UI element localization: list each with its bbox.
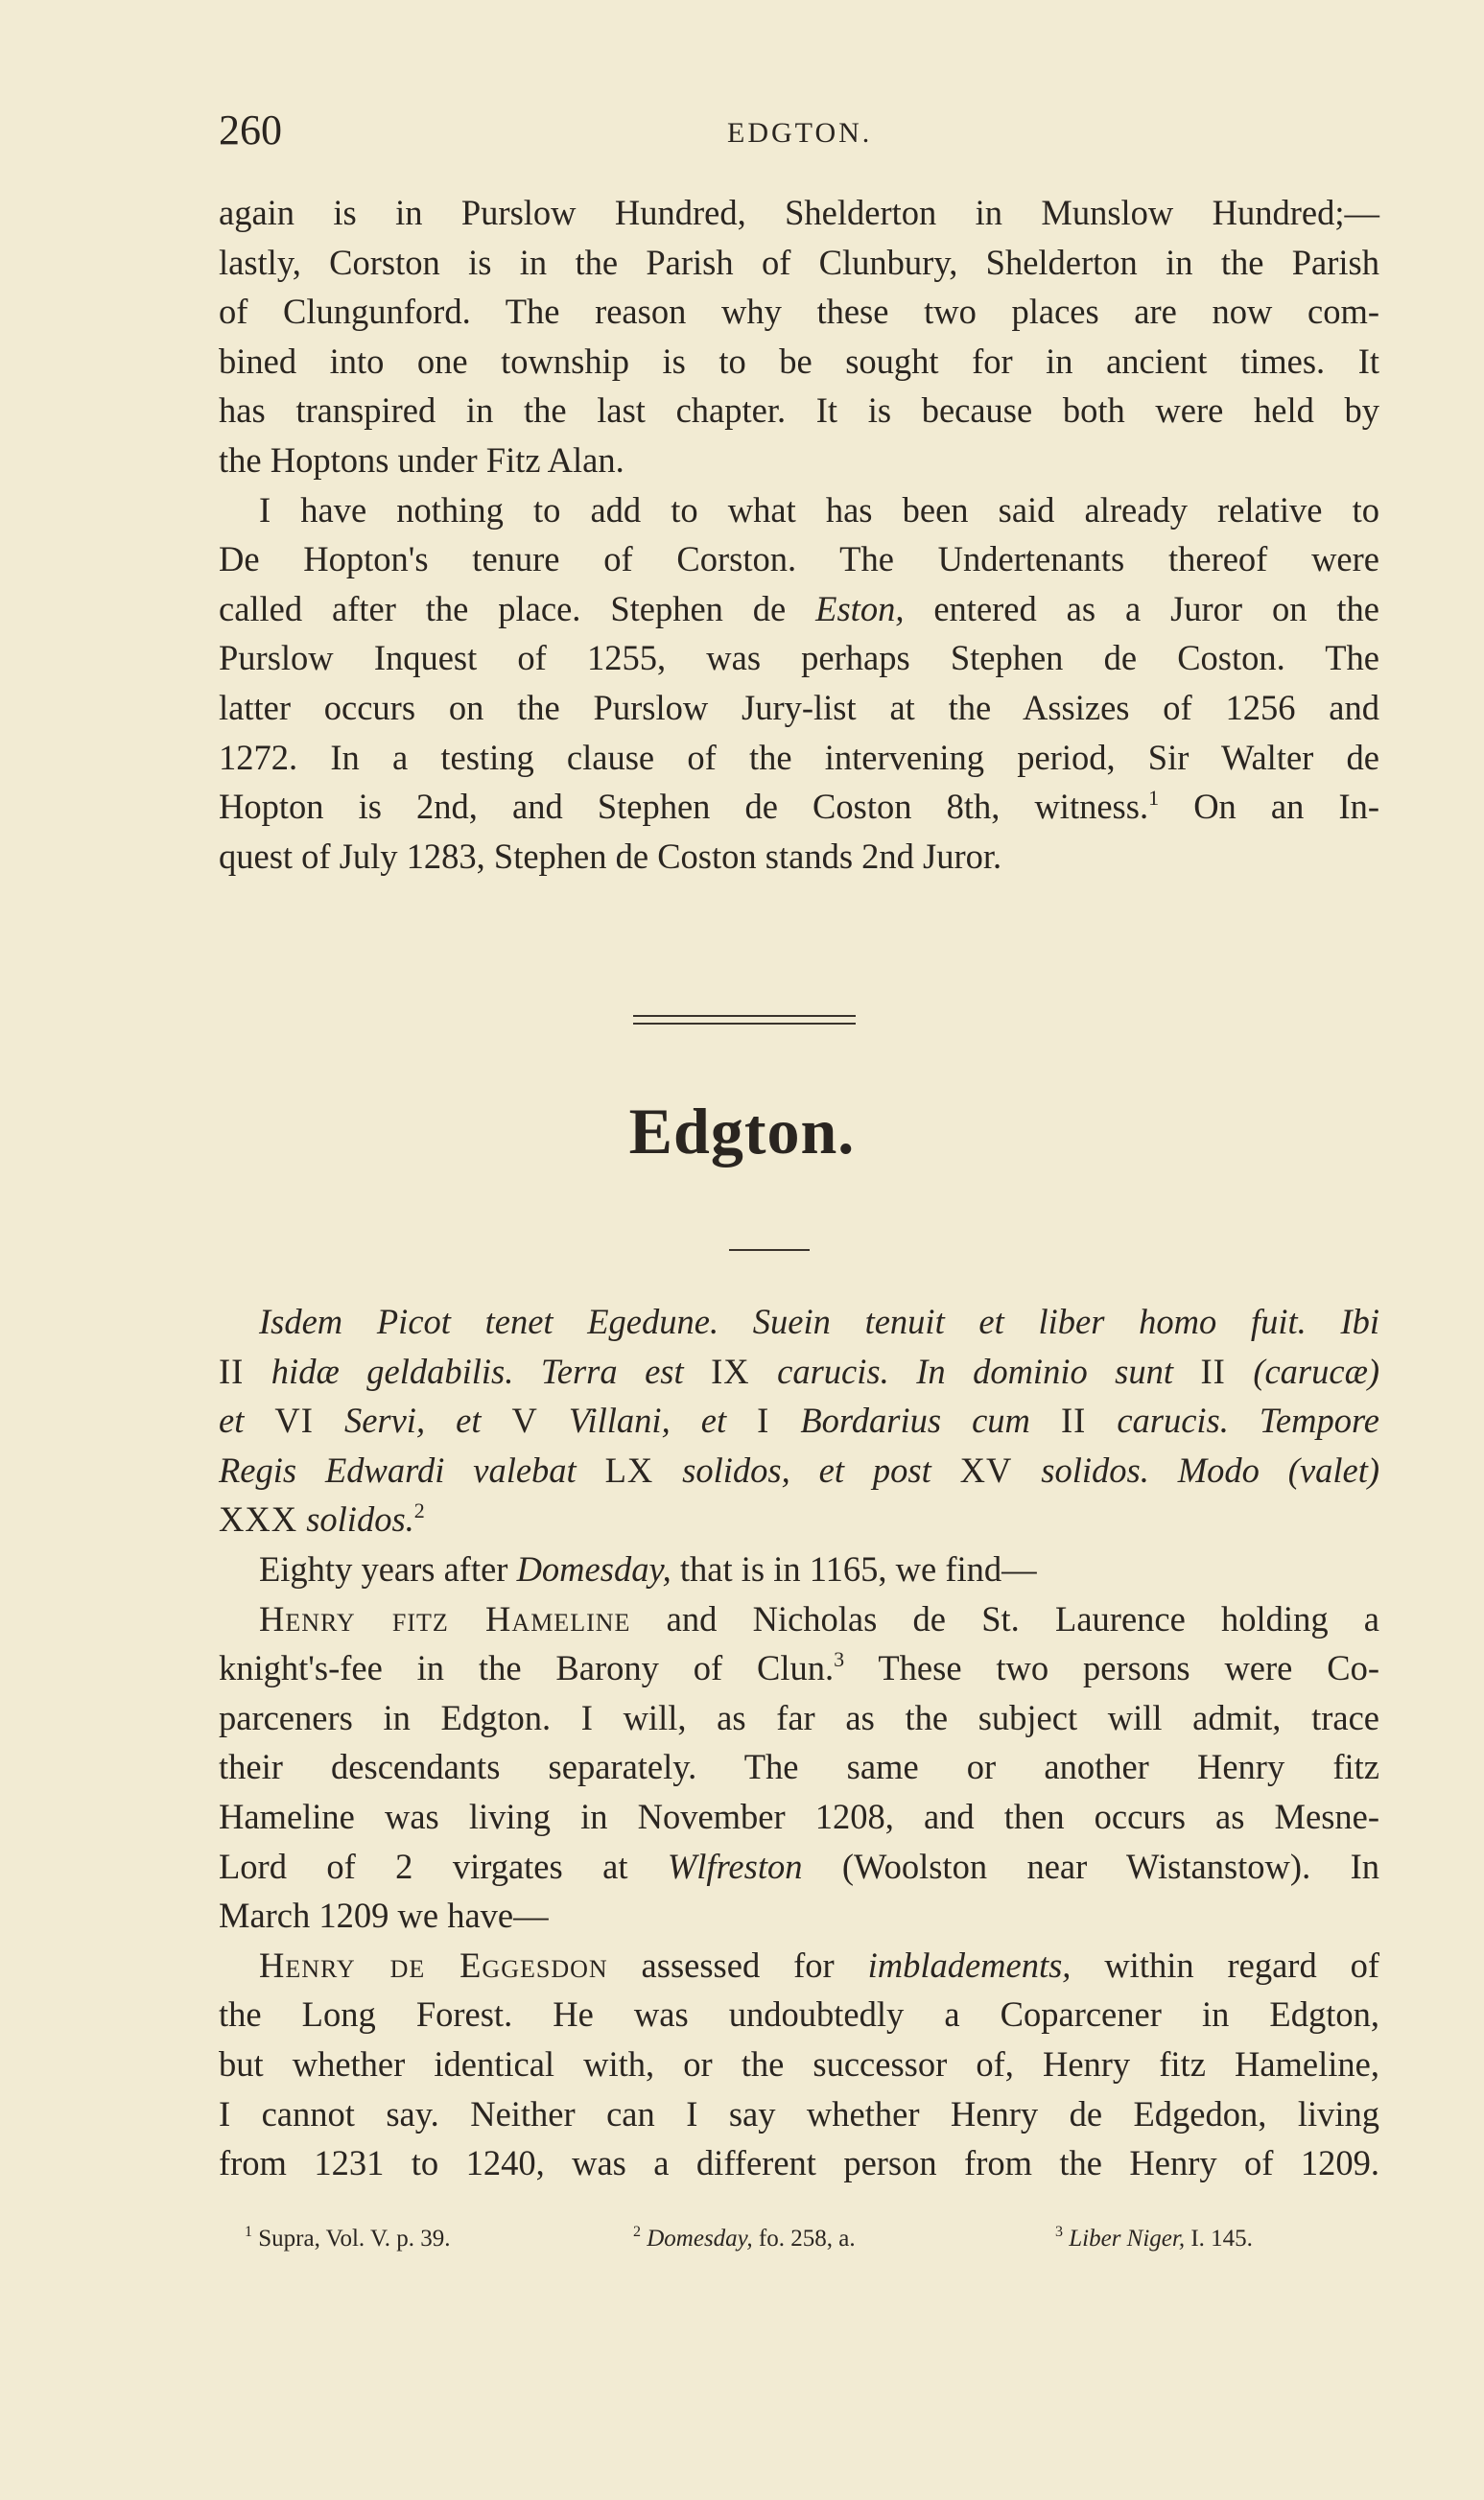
edgton-section: [219, 1297, 1379, 2188]
domesday-line: Regis Edwardi valebat LX solidos, et post XV solidos. Modo (valet): [219, 1450, 1380, 1490]
text-line: latter occurs on the Purslow Jury-list at the Assizes of 1256 and: [219, 687, 1379, 727]
section-title: Edgton.: [628, 1095, 856, 1167]
page-header: [219, 106, 1370, 163]
corston-paragraphs: [219, 188, 1379, 881]
text-line: Henry fitz Hameline and Nicholas de St. Laurence holding a: [259, 1598, 1380, 1639]
domesday-line: II hidæ geldabilis. Terra est IX carucis. In dominio sunt II (carucæ): [219, 1351, 1380, 1391]
title-rule: [729, 1249, 810, 1251]
text-line: has transpired in the last chapter. It is because both were held by: [219, 390, 1379, 431]
text-line: Eighty years after Domesday, that is in 1165, we find—: [259, 1548, 1037, 1589]
footnote-ref: 1: [1148, 786, 1160, 811]
text-line: called after the place. Stephen de Eston, entered as a Juror on the: [219, 588, 1379, 628]
running-head: EDGTON.: [727, 117, 873, 149]
text-line: from 1231 to 1240, was a different person from the Henry of 1209.: [219, 2143, 1379, 2183]
section-divider: [633, 1015, 856, 1025]
person-name: Henry de Eggesdon: [259, 1945, 608, 1985]
footnote-ref: 3: [834, 1647, 845, 1672]
text-line: knight's-fee in the Barony of Clun.$^3$ These two persons were Co-: [219, 1647, 1379, 1688]
text-line: Lord of 2 virgates at Wlfreston (Woolston near Wistanstow). In: [219, 1846, 1380, 1886]
text-line: but whether identical with, or the successor of, Henry fitz Hameline,: [219, 2043, 1379, 2084]
footnote-1: $^1$ Supra, Vol. V. p. 39.: [245, 2224, 451, 2252]
text-line: Hameline was living in November 1208, and then occurs as Mesne-: [219, 1796, 1379, 1836]
domesday-line: Isdem Picot tenet Egedune. Suein tenuit et liber homo fuit. Ibi: [259, 1302, 1379, 1341]
text-line: the Hoptons under Fitz Alan.: [219, 439, 624, 480]
footnotes: [245, 2226, 1377, 2264]
text-line: again is in Purslow Hundred, Shelderton in Munslow Hundred;—: [219, 193, 1379, 232]
text-line: bined into one township is to be sought for in ancient times. It: [219, 341, 1379, 381]
footnote-ref: 2: [413, 1498, 425, 1523]
text-line: of Clungunford. The reason why these two places are now com-: [219, 292, 1379, 332]
text-line: Purslow Inquest of 1255, was perhaps Stephen de Coston. The: [219, 638, 1379, 678]
text-line: Henry de Eggesdon assessed for imbladements, within regard of: [259, 1945, 1379, 1985]
text-line: lastly, Corston is in the Parish of Clunbury, Shelderton in the Parish: [219, 242, 1379, 282]
text-line: De Hopton's tenure of Corston. The Undertenants thereof were: [219, 539, 1379, 579]
text-line: March 1209 we have—: [219, 1896, 549, 1936]
footnote-3: $^3$ Liber Niger, I. 145.: [1055, 2224, 1253, 2252]
text-line: quest of July 1283, Stephen de Coston stands 2nd Juror.: [219, 836, 1002, 876]
domesday-line: et VI Servi, et V Villani, et I Bordarius cum II carucis. Tempore: [219, 1401, 1379, 1441]
person-name: Henry fitz Hameline: [259, 1598, 631, 1639]
text-line: the Long Forest. He was undoubtedly a Coparcener in Edgton,: [219, 1994, 1379, 2035]
footnote-2: $^2$ Domesday, fo. 258, a.: [633, 2224, 856, 2252]
text-line: Hopton is 2nd, and Stephen de Coston 8th, witness.$^1$ On an In-: [219, 786, 1380, 827]
text-line: 1272. In a testing clause of the intervening period, Sir Walter de: [219, 737, 1379, 777]
page-number: 260: [219, 106, 282, 153]
text-line: their descendants separately. The same or another Henry fitz: [219, 1747, 1379, 1787]
domesday-line: XXX solidos.$^2$: [219, 1498, 425, 1540]
text-line: parceners in Edgton. I will, as far as the subject will admit, trace: [219, 1697, 1379, 1737]
text-line: I have nothing to add to what has been said already relative to: [259, 489, 1379, 530]
text-line: I cannot say. Neither can I say whether Henry de Edgedon, living: [219, 2093, 1379, 2134]
